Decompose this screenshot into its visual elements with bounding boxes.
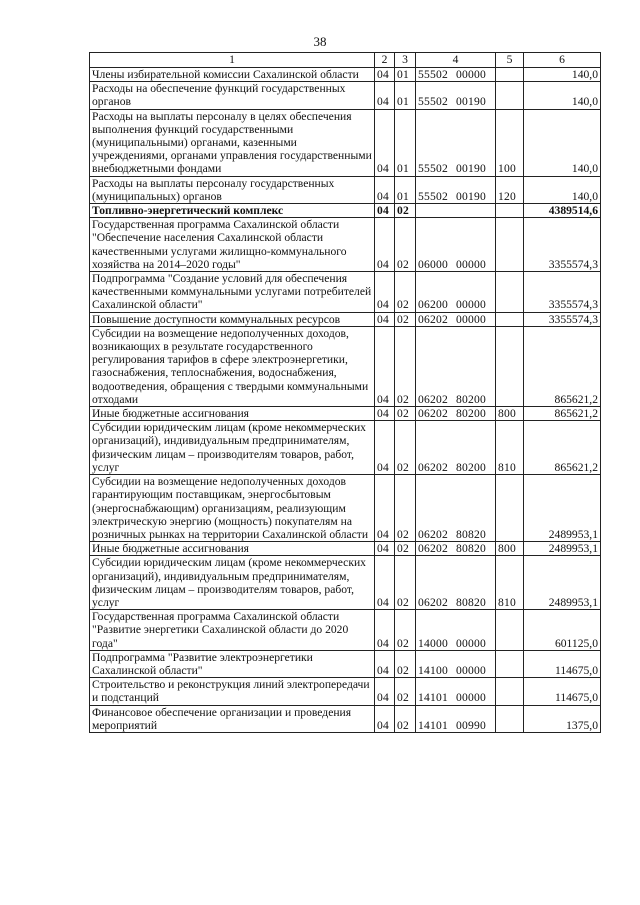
row-target-article-program: 06202 bbox=[418, 407, 448, 421]
header-col-3: 3 bbox=[395, 53, 416, 68]
table-row bbox=[90, 82, 601, 109]
table-row bbox=[90, 204, 601, 218]
row-expense-type: 800 bbox=[496, 407, 524, 421]
table-row bbox=[90, 326, 601, 406]
row-subsection: 01 bbox=[395, 68, 416, 82]
table-row bbox=[90, 272, 601, 313]
row-target-article-direction: 00000 bbox=[455, 691, 486, 705]
row-target-article bbox=[416, 421, 496, 475]
row-target-article bbox=[416, 312, 496, 326]
row-section: 04 bbox=[375, 542, 395, 556]
row-target-article-program: 06202 bbox=[418, 460, 448, 474]
row-expense-type bbox=[496, 326, 524, 406]
row-target-article-direction: 80200 bbox=[455, 407, 486, 421]
row-target-article-direction: 00000 bbox=[455, 257, 486, 271]
row-name: Расходы на обеспечение функций государственных органов bbox=[90, 82, 375, 109]
row-amount: 140,0 bbox=[524, 109, 601, 176]
row-target-article-program: 14101 bbox=[418, 718, 448, 732]
row-section: 04 bbox=[375, 82, 395, 109]
row-amount: 2489953,1 bbox=[524, 475, 601, 542]
header-col-2: 2 bbox=[375, 53, 395, 68]
row-amount: 3355574,3 bbox=[524, 312, 601, 326]
row-amount: 865621,2 bbox=[524, 326, 601, 406]
row-expense-type bbox=[496, 705, 524, 732]
row-target-article-program: 06202 bbox=[418, 392, 448, 406]
row-amount: 114675,0 bbox=[524, 650, 601, 677]
row-section: 04 bbox=[375, 176, 395, 203]
row-expense-type bbox=[496, 475, 524, 542]
row-target-article-program: 14000 bbox=[418, 636, 448, 650]
row-amount: 3355574,3 bbox=[524, 272, 601, 313]
row-amount: 2489953,1 bbox=[524, 556, 601, 610]
row-target-article bbox=[416, 556, 496, 610]
table-row bbox=[90, 556, 601, 610]
row-name: Субсидии на возмещение недополученных доходов гарантирующим поставщикам, энергосбытовым (энергоснабжающим) организациям, реализующим электрическую энергию (мощность) покупателям на розничных рынках на территории Сахалинской области bbox=[90, 475, 375, 542]
row-target-article-direction: 80200 bbox=[455, 392, 486, 406]
row-subsection: 02 bbox=[395, 326, 416, 406]
row-name: Расходы на выплаты персоналу в целях обеспечения выполнения функций государственными (муниципальными) органами, казенными учреждениями, органами управления государственными внебюджетными фондами bbox=[90, 109, 375, 176]
row-section: 04 bbox=[375, 650, 395, 677]
row-target-article-direction: 80820 bbox=[455, 542, 486, 556]
table-row bbox=[90, 678, 601, 705]
row-subsection: 02 bbox=[395, 678, 416, 705]
row-name: Иные бюджетные ассигнования bbox=[90, 542, 375, 556]
row-amount: 140,0 bbox=[524, 68, 601, 82]
row-target-article-program: 06202 bbox=[418, 542, 448, 556]
row-subsection: 02 bbox=[395, 542, 416, 556]
row-target-article-program: 06202 bbox=[418, 312, 448, 326]
row-expense-type: 810 bbox=[496, 421, 524, 475]
row-expense-type bbox=[496, 204, 524, 218]
table-body bbox=[90, 68, 601, 733]
row-target-article bbox=[416, 109, 496, 176]
row-subsection: 02 bbox=[395, 407, 416, 421]
row-target-article bbox=[416, 705, 496, 732]
row-target-article-direction: 00990 bbox=[455, 718, 486, 732]
row-section: 04 bbox=[375, 109, 395, 176]
row-expense-type bbox=[496, 678, 524, 705]
row-expense-type: 120 bbox=[496, 176, 524, 203]
row-name: Подпрограмма "Развитие электроэнергетики Сахалинской области" bbox=[90, 650, 375, 677]
row-subsection: 02 bbox=[395, 650, 416, 677]
row-name: Финансовое обеспечение организации и проведения мероприятий bbox=[90, 705, 375, 732]
row-target-article-program: 55502 bbox=[418, 95, 448, 109]
row-section: 04 bbox=[375, 556, 395, 610]
row-amount: 601125,0 bbox=[524, 610, 601, 651]
row-section: 04 bbox=[375, 204, 395, 218]
row-name: Иные бюджетные ассигнования bbox=[90, 407, 375, 421]
row-name: Субсидии на возмещение недополученных доходов, возникающих в результате государственного регулирования тарифов в сфере электроэнергетики, газоснабжения, теплоснабжения, водоснабжения, водоотведения, обращения с твердыми коммунальными отходами bbox=[90, 326, 375, 406]
row-section: 04 bbox=[375, 272, 395, 313]
row-expense-type: 800 bbox=[496, 542, 524, 556]
table-row bbox=[90, 650, 601, 677]
row-subsection: 02 bbox=[395, 421, 416, 475]
table-row bbox=[90, 68, 601, 82]
row-section: 04 bbox=[375, 312, 395, 326]
row-target-article-program: 14100 bbox=[418, 663, 448, 677]
row-expense-type: 810 bbox=[496, 556, 524, 610]
row-name: Повышение доступности коммунальных ресурсов bbox=[90, 312, 375, 326]
row-name: Строительство и реконструкция линий электропередачи и подстанций bbox=[90, 678, 375, 705]
row-subsection: 01 bbox=[395, 82, 416, 109]
row-subsection: 02 bbox=[395, 556, 416, 610]
row-target-article-program: 55502 bbox=[418, 189, 448, 203]
table-row bbox=[90, 475, 601, 542]
row-target-article-program: 06000 bbox=[418, 257, 448, 271]
row-target-article bbox=[416, 204, 496, 218]
row-section: 04 bbox=[375, 407, 395, 421]
row-subsection: 01 bbox=[395, 109, 416, 176]
row-section: 04 bbox=[375, 475, 395, 542]
row-section: 04 bbox=[375, 218, 395, 272]
row-target-article bbox=[416, 650, 496, 677]
row-target-article bbox=[416, 678, 496, 705]
row-target-article bbox=[416, 326, 496, 406]
row-target-article-direction: 00190 bbox=[455, 95, 486, 109]
row-target-article bbox=[416, 542, 496, 556]
row-target-article bbox=[416, 610, 496, 651]
table-row bbox=[90, 610, 601, 651]
row-expense-type bbox=[496, 272, 524, 313]
row-target-article-direction: 00000 bbox=[455, 312, 486, 326]
row-amount: 140,0 bbox=[524, 82, 601, 109]
row-subsection: 02 bbox=[395, 272, 416, 313]
row-amount: 1375,0 bbox=[524, 705, 601, 732]
row-expense-type bbox=[496, 650, 524, 677]
row-expense-type bbox=[496, 68, 524, 82]
header-col-6: 6 bbox=[524, 53, 601, 68]
row-subsection: 02 bbox=[395, 218, 416, 272]
row-section: 04 bbox=[375, 705, 395, 732]
row-amount: 2489953,1 bbox=[524, 542, 601, 556]
row-amount: 4389514,6 bbox=[524, 204, 601, 218]
row-subsection: 02 bbox=[395, 312, 416, 326]
row-section: 04 bbox=[375, 610, 395, 651]
table-row bbox=[90, 542, 601, 556]
header-col-5: 5 bbox=[496, 53, 524, 68]
row-subsection: 02 bbox=[395, 610, 416, 651]
row-target-article-program: 06200 bbox=[418, 298, 448, 312]
row-target-article bbox=[416, 272, 496, 313]
row-subsection: 01 bbox=[395, 176, 416, 203]
row-subsection: 02 bbox=[395, 705, 416, 732]
row-expense-type bbox=[496, 610, 524, 651]
row-name: Подпрограмма "Создание условий для обеспечения качественными коммунальными услугами потребителей Сахалинской области" bbox=[90, 272, 375, 313]
row-target-article-direction: 00000 bbox=[455, 636, 486, 650]
row-target-article-direction: 00000 bbox=[455, 298, 486, 312]
row-target-article-direction: 00000 bbox=[455, 663, 486, 677]
table-row bbox=[90, 705, 601, 732]
row-target-article-direction: 80820 bbox=[455, 527, 486, 541]
row-name: Государственная программа Сахалинской области "Развитие энергетики Сахалинской области до 2020 года" bbox=[90, 610, 375, 651]
table-header bbox=[90, 53, 601, 68]
row-target-article bbox=[416, 218, 496, 272]
row-amount: 114675,0 bbox=[524, 678, 601, 705]
table-row bbox=[90, 109, 601, 176]
row-target-article bbox=[416, 82, 496, 109]
row-target-article-program: 06202 bbox=[418, 527, 448, 541]
row-target-article-direction: 00190 bbox=[455, 189, 486, 203]
header-col-1: 1 bbox=[90, 53, 375, 68]
budget-table bbox=[89, 52, 601, 733]
page-number: 38 bbox=[313, 34, 327, 49]
row-expense-type bbox=[496, 312, 524, 326]
row-target-article-program: 14101 bbox=[418, 691, 448, 705]
row-name: Члены избирательной комиссии Сахалинской области bbox=[90, 68, 375, 82]
row-section: 04 bbox=[375, 68, 395, 82]
row-target-article-direction: 80820 bbox=[455, 595, 486, 609]
row-subsection: 02 bbox=[395, 475, 416, 542]
row-name: Топливно-энергетический комплекс bbox=[90, 204, 375, 218]
table-row bbox=[90, 312, 601, 326]
row-expense-type bbox=[496, 82, 524, 109]
table-row bbox=[90, 218, 601, 272]
row-target-article bbox=[416, 407, 496, 421]
row-target-article bbox=[416, 176, 496, 203]
row-expense-type bbox=[496, 218, 524, 272]
header-col-4: 4 bbox=[416, 53, 496, 68]
row-amount: 140,0 bbox=[524, 176, 601, 203]
table-row bbox=[90, 407, 601, 421]
row-target-article-direction: 00190 bbox=[455, 162, 486, 176]
row-subsection: 02 bbox=[395, 204, 416, 218]
row-amount: 865621,2 bbox=[524, 421, 601, 475]
row-target-article-direction: 00000 bbox=[455, 68, 486, 81]
row-section: 04 bbox=[375, 421, 395, 475]
row-target-article-direction: 80200 bbox=[455, 460, 486, 474]
row-target-article-program: 55502 bbox=[418, 162, 448, 176]
row-expense-type: 100 bbox=[496, 109, 524, 176]
row-section: 04 bbox=[375, 678, 395, 705]
row-amount: 865621,2 bbox=[524, 407, 601, 421]
row-name: Субсидии юридическим лицам (кроме некоммерческих организаций), индивидуальным предпринимателям, физическим лицам – производителям товаров, работ, услуг bbox=[90, 421, 375, 475]
table-row bbox=[90, 421, 601, 475]
table-row bbox=[90, 176, 601, 203]
row-target-article bbox=[416, 475, 496, 542]
row-target-article-program: 06202 bbox=[418, 595, 448, 609]
row-name: Субсидии юридическим лицам (кроме некоммерческих организаций), индивидуальным предпринимателям, физическим лицам – производителям товаров, работ, услуг bbox=[90, 556, 375, 610]
row-target-article bbox=[416, 68, 496, 82]
row-amount: 3355574,3 bbox=[524, 218, 601, 272]
row-name: Государственная программа Сахалинской области "Обеспечение населения Сахалинской области качественными услугами жилищно-коммунального хозяйства на 2014–2020 годы" bbox=[90, 218, 375, 272]
row-target-article-program: 55502 bbox=[418, 68, 448, 81]
header-row bbox=[90, 53, 601, 68]
row-section: 04 bbox=[375, 326, 395, 406]
row-name: Расходы на выплаты персоналу государственных (муниципальных) органов bbox=[90, 176, 375, 203]
